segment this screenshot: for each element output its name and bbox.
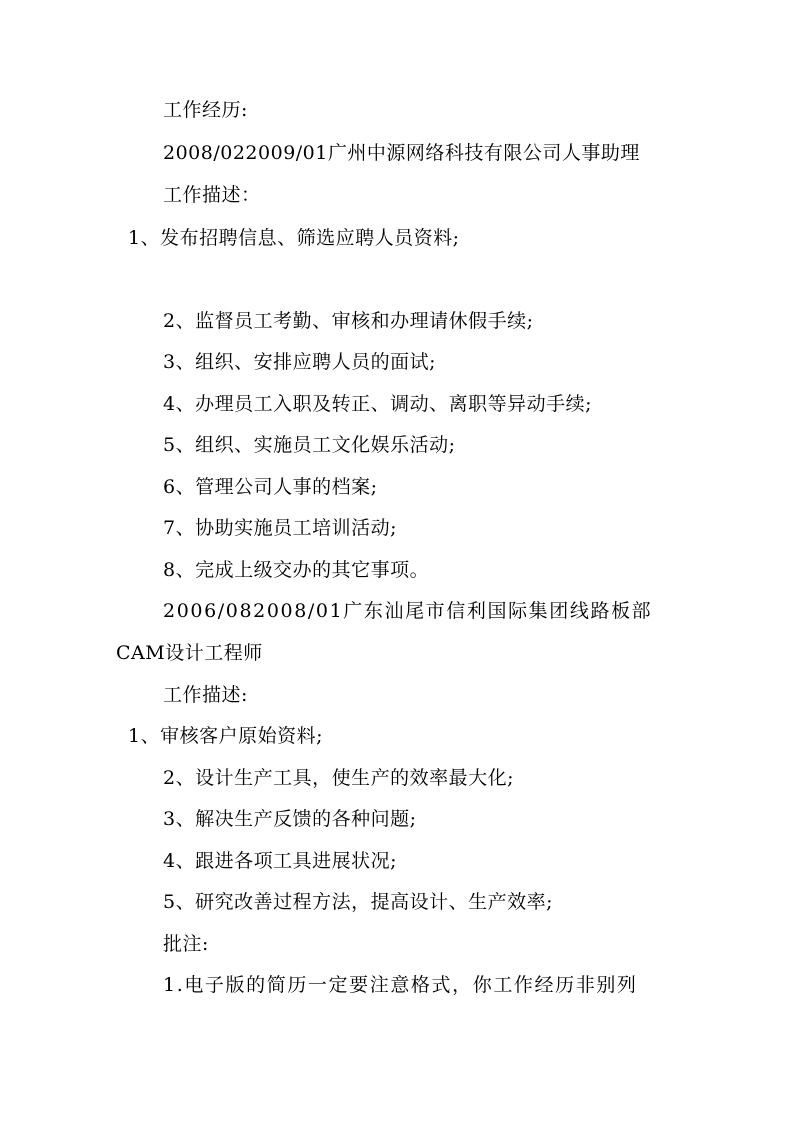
duty-item: 1、审核客户原始资料; <box>128 725 323 747</box>
duty-item: 2、监督员工考勤、审核和办理请休假手续; <box>163 310 534 332</box>
job-entry-header-continued: CAM设计工程师 <box>116 642 263 664</box>
job-entry-header: 2006/082008/01广东汕尾市信利国际集团线路板部 <box>163 600 653 622</box>
duty-item: 7、协助实施员工培训活动; <box>163 517 397 539</box>
job-entry-header: 2008/022009/01广州中源网络科技有限公司人事助理 <box>163 142 640 164</box>
duty-item: 4、跟进各项工具进展状况; <box>163 850 397 872</box>
duty-item: 8、完成上级交办的其它事项。 <box>163 559 430 581</box>
comment-heading: 批注: <box>163 933 209 955</box>
comment-item: 1.电子版的简历一定要注意格式，你工作经历非别列 <box>163 974 638 996</box>
duty-item: 1、发布招聘信息、筛选应聘人员资料; <box>128 227 460 249</box>
duty-item: 6、管理公司人事的档案; <box>163 476 378 498</box>
job-description-heading: 工作描述： <box>163 184 261 206</box>
section-heading-work-experience: 工作经历: <box>163 99 248 121</box>
duty-item: 5、组织、实施员工文化娱乐活动; <box>163 434 456 456</box>
job-description-heading: 工作描述: <box>163 684 248 706</box>
duty-item: 3、组织、安排应聘人员的面试; <box>163 351 436 373</box>
duty-item: 4、办理员工入职及转正、调动、离职等异动手续; <box>163 393 592 415</box>
duty-item: 2、设计生产工具，使生产的效率最大化; <box>163 767 514 789</box>
duty-item: 5、研究改善过程方法，提高设计、生产效率; <box>163 891 553 913</box>
duty-item: 3、解决生产反馈的各种问题; <box>163 808 417 830</box>
